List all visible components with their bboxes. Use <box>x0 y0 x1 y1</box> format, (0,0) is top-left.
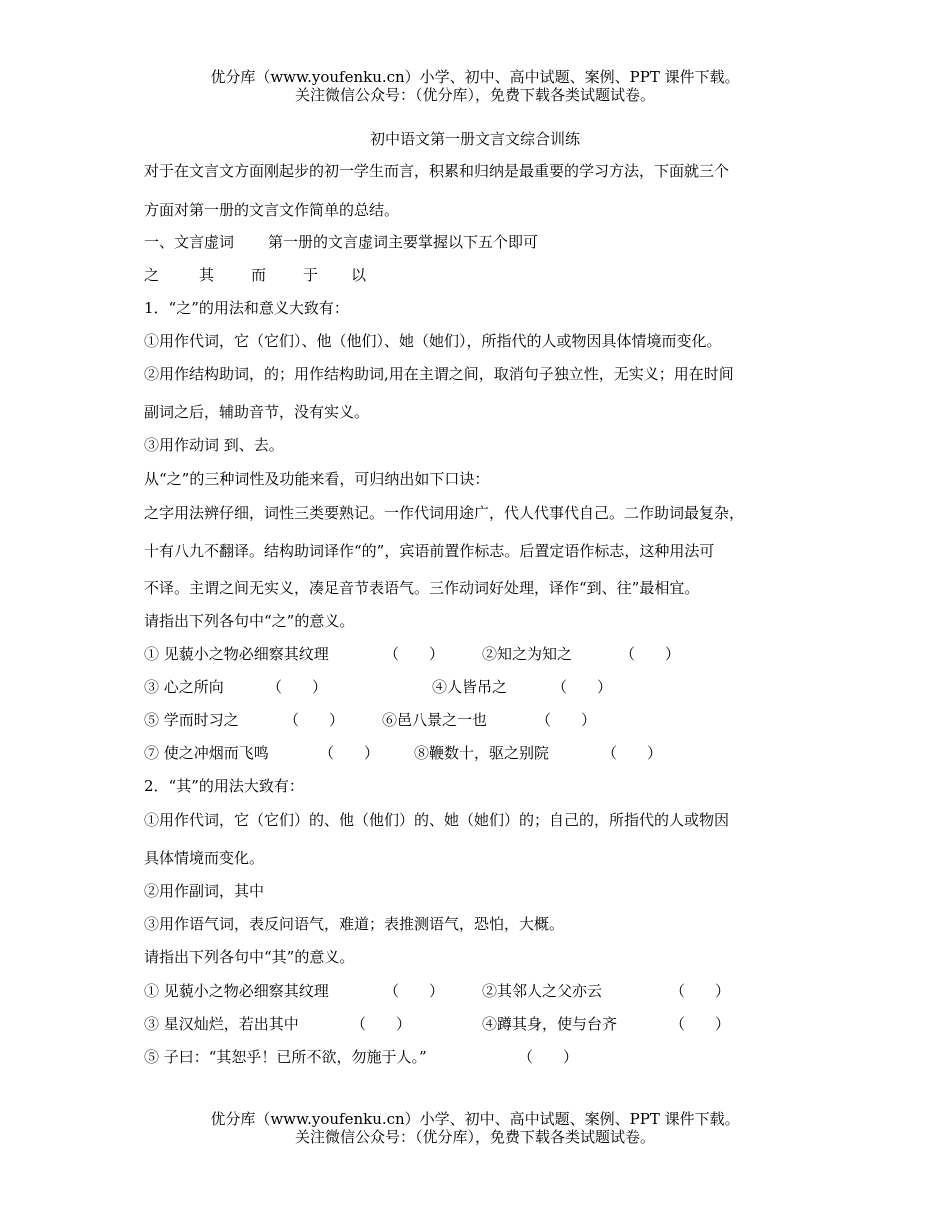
answer-blank[interactable]: （ ） <box>536 711 597 729</box>
zhi-usage-3: ③用作动词 到、去。 <box>144 436 284 454</box>
answer-blank[interactable]: （ ） <box>384 982 445 1000</box>
qi-exercise-row <box>144 1047 427 1067</box>
function-word: 而 <box>251 266 267 284</box>
zhi-rhyme-3: 不译。主谓之间无实义，凑足音节表语气。三作动词好处理，译作“到、往”最相宜。 <box>144 579 700 597</box>
qi-usage-1b: 具体情境而变化。 <box>144 849 265 867</box>
footer-line-1: 优分库（www.youfenku.cn）小学、初中、高中试题、案例、PPT 课件下载。 <box>210 1110 740 1128</box>
zhi-exercise-prompt: 请指出下列各句中“之”的意义。 <box>144 612 355 630</box>
zhi-usage-2b: 副词之后，辅助音节，没有实义。 <box>144 403 370 421</box>
zhi-usage-1: ①用作代词，它（它们）、他（他们）、她（她们），所指代的人或物因具体情境而变化。 <box>144 332 722 350</box>
function-word: 以 <box>351 266 367 284</box>
qi-heading: 2．“其”的用法大致有： <box>144 777 304 795</box>
answer-blank[interactable]: （ ） <box>552 678 613 696</box>
exercise-item: ②知之为知之 <box>482 645 573 663</box>
answer-blank[interactable]: （ ） <box>518 1048 579 1066</box>
exercise-item: ⑦ 使之冲烟而飞鸣 <box>144 744 269 762</box>
function-word: 其 <box>199 266 215 284</box>
answer-blank[interactable]: （ ） <box>602 744 663 762</box>
qi-exercise-prompt: 请指出下列各句中“其”的意义。 <box>144 948 355 966</box>
zhi-usage-2a: ②用作结构助词，的；用作结构助词,用在主谓之间，取消句子独立性，无实义；用在时间 <box>144 365 734 383</box>
footer-line-2: 关注微信公众号：（优分库），免费下载各类试题试卷。 <box>294 1128 655 1146</box>
exercise-item: ① 见藐小之物必细察其纹理 <box>144 645 329 663</box>
zhi-exercise-row <box>144 710 239 730</box>
zhi-exercise-row <box>144 644 329 664</box>
answer-blank[interactable]: （ ） <box>670 982 731 1000</box>
zhi-summary-intro: 从“之”的三种词性及功能来看，可归纳出如下口诀： <box>144 470 490 488</box>
exercise-item: ⑤ 学而时习之 <box>144 711 239 729</box>
answer-blank[interactable]: （ ） <box>267 678 328 696</box>
answer-blank[interactable]: （ ） <box>670 1015 731 1033</box>
header-line-1: 优分库（www.youfenku.cn）小学、初中、高中试题、案例、PPT 课件下载。 <box>210 68 740 86</box>
page-header <box>0 68 950 104</box>
intro-line-2: 方面对第一册的文言文作简单的总结。 <box>144 201 400 219</box>
page-footer <box>0 1110 950 1146</box>
exercise-item: ① 见藐小之物必细察其纹理 <box>144 982 329 1000</box>
exercise-item: ⑤ 子曰：“其恕乎！已所不欲，勿施于人。” <box>144 1048 427 1066</box>
zhi-exercise-row <box>144 743 269 763</box>
zhi-heading: 1．“之”的用法和意义大致有： <box>144 299 349 317</box>
exercise-item: ④人皆吊之 <box>432 678 508 696</box>
qi-usage-1a: ①用作代词，它（它们）的、他（他们）的、她（她们）的；自己的，所指代的人或物因 <box>144 811 730 829</box>
exercise-item: ⑧鞭数十，驱之别院 <box>414 744 550 762</box>
exercise-item: ⑥邑八景之一也 <box>382 711 488 729</box>
function-word-list <box>144 265 366 285</box>
answer-blank[interactable]: （ ） <box>284 711 345 729</box>
zhi-exercise-row <box>144 677 224 697</box>
qi-exercise-row <box>144 981 329 1001</box>
exercise-item: ④蹲其身，使与台齐 <box>482 1015 618 1033</box>
answer-blank[interactable]: （ ） <box>319 744 380 762</box>
section-heading-note: 第一册的文言虚词主要掌握以下五个即可 <box>268 233 539 251</box>
exercise-item: ③ 星汉灿烂，若出其中 <box>144 1015 299 1033</box>
function-word: 之 <box>144 266 160 284</box>
zhi-rhyme-2: 十有八九不翻译。结构助词译作“的”，宾语前置作标志。后置定语作标志，这种用法可 <box>144 542 715 560</box>
zhi-rhyme-1: 之字用法辨仔细，词性三类要熟记。一作代词用途广，代人代事代自己。二作助词最复杂， <box>144 504 745 522</box>
answer-blank[interactable]: （ ） <box>384 645 445 663</box>
answer-blank[interactable]: （ ） <box>620 645 681 663</box>
section-heading-label: 一、文言虚词 <box>144 233 235 251</box>
document-title: 初中语文第一册文言文综合训练 <box>369 130 580 148</box>
qi-usage-2: ②用作副词，其中 <box>144 882 265 900</box>
exercise-item: ②其邻人之父亦云 <box>482 982 603 1000</box>
qi-exercise-row <box>144 1014 299 1034</box>
answer-blank[interactable]: （ ） <box>351 1015 412 1033</box>
intro-line-1: 对于在文言文方面刚起步的初一学生而言，积累和归纳是最重要的学习方法，下面就三个 <box>144 162 730 180</box>
section-heading <box>144 232 538 252</box>
exercise-item: ③ 心之所向 <box>144 678 224 696</box>
qi-usage-3: ③用作语气词，表反问语气，难道；表推测语气，恐怕，大概。 <box>144 915 565 933</box>
header-line-2: 关注微信公众号：（优分库），免费下载各类试题试卷。 <box>294 86 655 104</box>
function-word: 于 <box>303 266 319 284</box>
